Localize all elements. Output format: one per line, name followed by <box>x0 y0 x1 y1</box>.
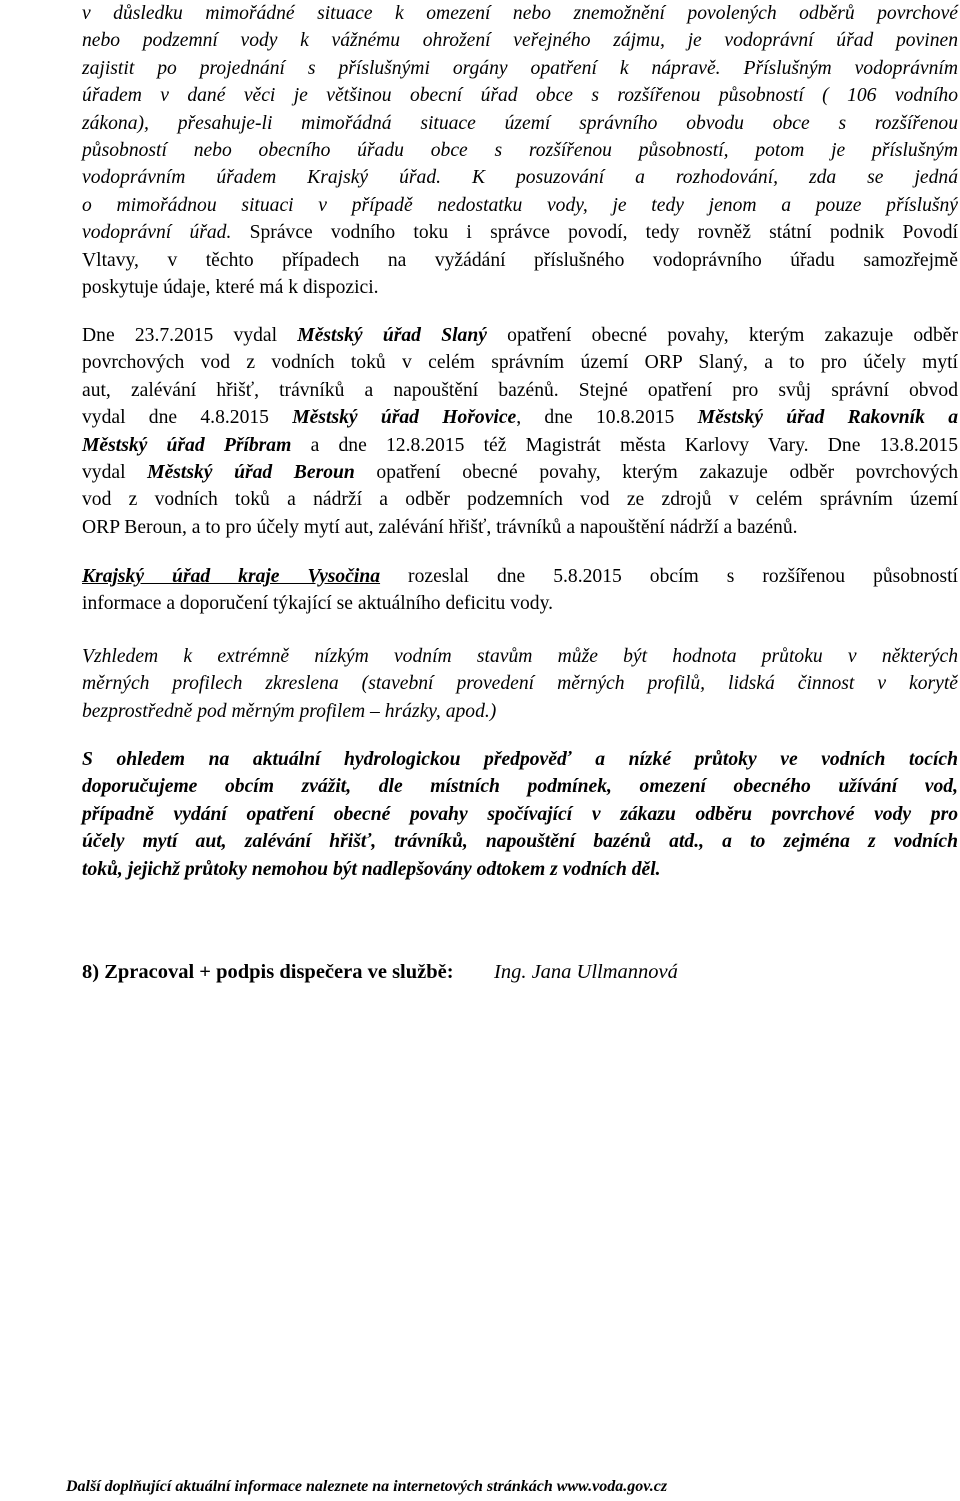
text-line: poskytuje údaje, které má k dispozici. <box>82 277 379 299</box>
text-line: zajistit po projednání s příslušnými orgány opatření k nápravě. Příslušným vodoprávním <box>82 57 958 79</box>
text-line <box>82 219 958 246</box>
text-line: Vzhledem k extrémně nízkým vodním stavům může být hodnota průtoku v některých <box>82 646 958 667</box>
text-line: měrných profilech zkreslena (stavební provedení měrných profilů, lidská činnost v korytě <box>82 673 958 695</box>
paragraph-measurement-note <box>82 643 958 725</box>
text-line: povrchových vod z vodních toků v celém správním území ORP Slaný, a to pro účely mytí <box>82 352 958 374</box>
text-line: informace a doporučení týkající se aktuálního deficitu vody. <box>82 593 553 615</box>
text-line <box>82 432 958 459</box>
text-line: účely mytí aut, zalévání hřišť, trávníků, napouštění bazénů atd., a to zejména z vodních <box>82 831 958 853</box>
authority-name: Městský úřad Hořovice <box>292 407 517 429</box>
text-line: toků, jejichž průtoky nemohou být nadlepšovány odtokem z vodních děl. <box>82 858 661 880</box>
text-fragment: vydal <box>82 462 148 484</box>
text-fragment: opatření obecné povahy, kterým zakazuje odběr <box>486 325 958 346</box>
text-line: v důsledku mimořádné situace k omezení nebo znemožnění povolených odběrů povrchové <box>82 3 958 24</box>
text-line: případně vydání opatření obecné povahy spočívající v zákazu odběru povrchové vody pro <box>82 803 958 825</box>
text-fragment: opatření obecné povahy, kterým zakazuje odběr povrchových <box>354 462 959 484</box>
text-line <box>82 404 958 431</box>
authority-name: Městský úřad Slaný <box>297 325 487 346</box>
text-fragment: , dne 10.8.2015 <box>516 407 698 429</box>
text-line: zákona), přesahuje-li mimořádná situace území správního obvodu obce s rozšířenou <box>82 112 958 134</box>
text-fragment: Správce vodního toku i správce povodí, tedy rovněž státní podnik Povodí <box>231 222 959 244</box>
paragraph-water-authority <box>82 0 958 301</box>
authority-name: Městský úřad Rakovník a <box>697 407 958 429</box>
text-line: ORP Beroun, a to pro účely mytí aut, zalévání hřišť, trávníků a napouštění nádrží a bazénů. <box>82 516 798 538</box>
signature-label: 8) Zpracoval + podpis dispečera ve službě: <box>82 961 454 983</box>
authority-name: Městský úřad Příbram <box>82 434 292 456</box>
text-line: vodoprávním úřadem Krajský úřad. K posuzování a rozhodování, zda se jedná <box>82 167 958 189</box>
text-fragment: rozeslal dne 5.8.2015 obcím s rozšířenou působností <box>380 566 958 587</box>
text-line: úřadem v dané věci je většinou obecní úřad obce s rozšířenou působností ( 106 vodního <box>82 85 958 107</box>
signature-line <box>82 958 678 986</box>
text-fragment: Dne 23.7.2015 vydal <box>82 325 298 346</box>
text-line: aut, zalévání hřišť, trávníků a napouštění bazénů. Stejné opatření pro svůj správní obvod <box>82 379 958 401</box>
paragraph-vysocina <box>82 563 958 618</box>
dispatcher-name: Ing. Jana Ullmannová <box>494 961 678 983</box>
footer-note: Další doplňující aktuální informace naleznete na internetových stránkách www.voda.gov.cz <box>66 1478 668 1495</box>
paragraph-recommendation <box>82 746 958 883</box>
text-line <box>82 459 958 486</box>
text-line: o mimořádnou situaci v případě nedostatku vody, je tedy jenom a pouze příslušný <box>82 194 958 216</box>
text-fragment: vydal dne 4.8.2015 <box>82 407 293 429</box>
text-line <box>82 322 958 349</box>
paragraph-municipal-decisions <box>82 322 958 541</box>
text-line: S ohledem na aktuální hydrologickou předpověď a nízké průtoky ve vodních tocích <box>82 749 958 770</box>
authority-name: Městský úřad Beroun <box>147 462 355 484</box>
text-fragment: a dne 12.8.2015 též Magistrát města Karlovy Vary. Dne 13.8.2015 <box>291 434 958 456</box>
authority-name: Krajský úřad kraje Vysočina <box>82 566 381 587</box>
text-line: působností nebo obecního úřadu obce s rozšířenou působností, potom je příslušným <box>82 140 958 162</box>
text-line: bezprostředně pod měrným profilem – hrázky, apod.) <box>82 700 497 722</box>
text-line: Vltavy, v těchto případech na vyžádání příslušného vodoprávního úřadu samozřejmě <box>82 249 958 271</box>
text-line: doporučujeme obcím zvážit, dle místních podmínek, omezení obecného užívání vod, <box>82 776 958 798</box>
text-line <box>82 563 958 590</box>
text-line: vod z vodních toků a nádrží a odběr podzemních vod ze zdrojů v celém správním území <box>82 489 958 511</box>
text-line: nebo podzemní vody k vážnému ohrožení veřejného zájmu, je vodoprávní úřad povinen <box>82 30 958 52</box>
text-fragment: vodoprávní úřad. <box>82 222 232 244</box>
